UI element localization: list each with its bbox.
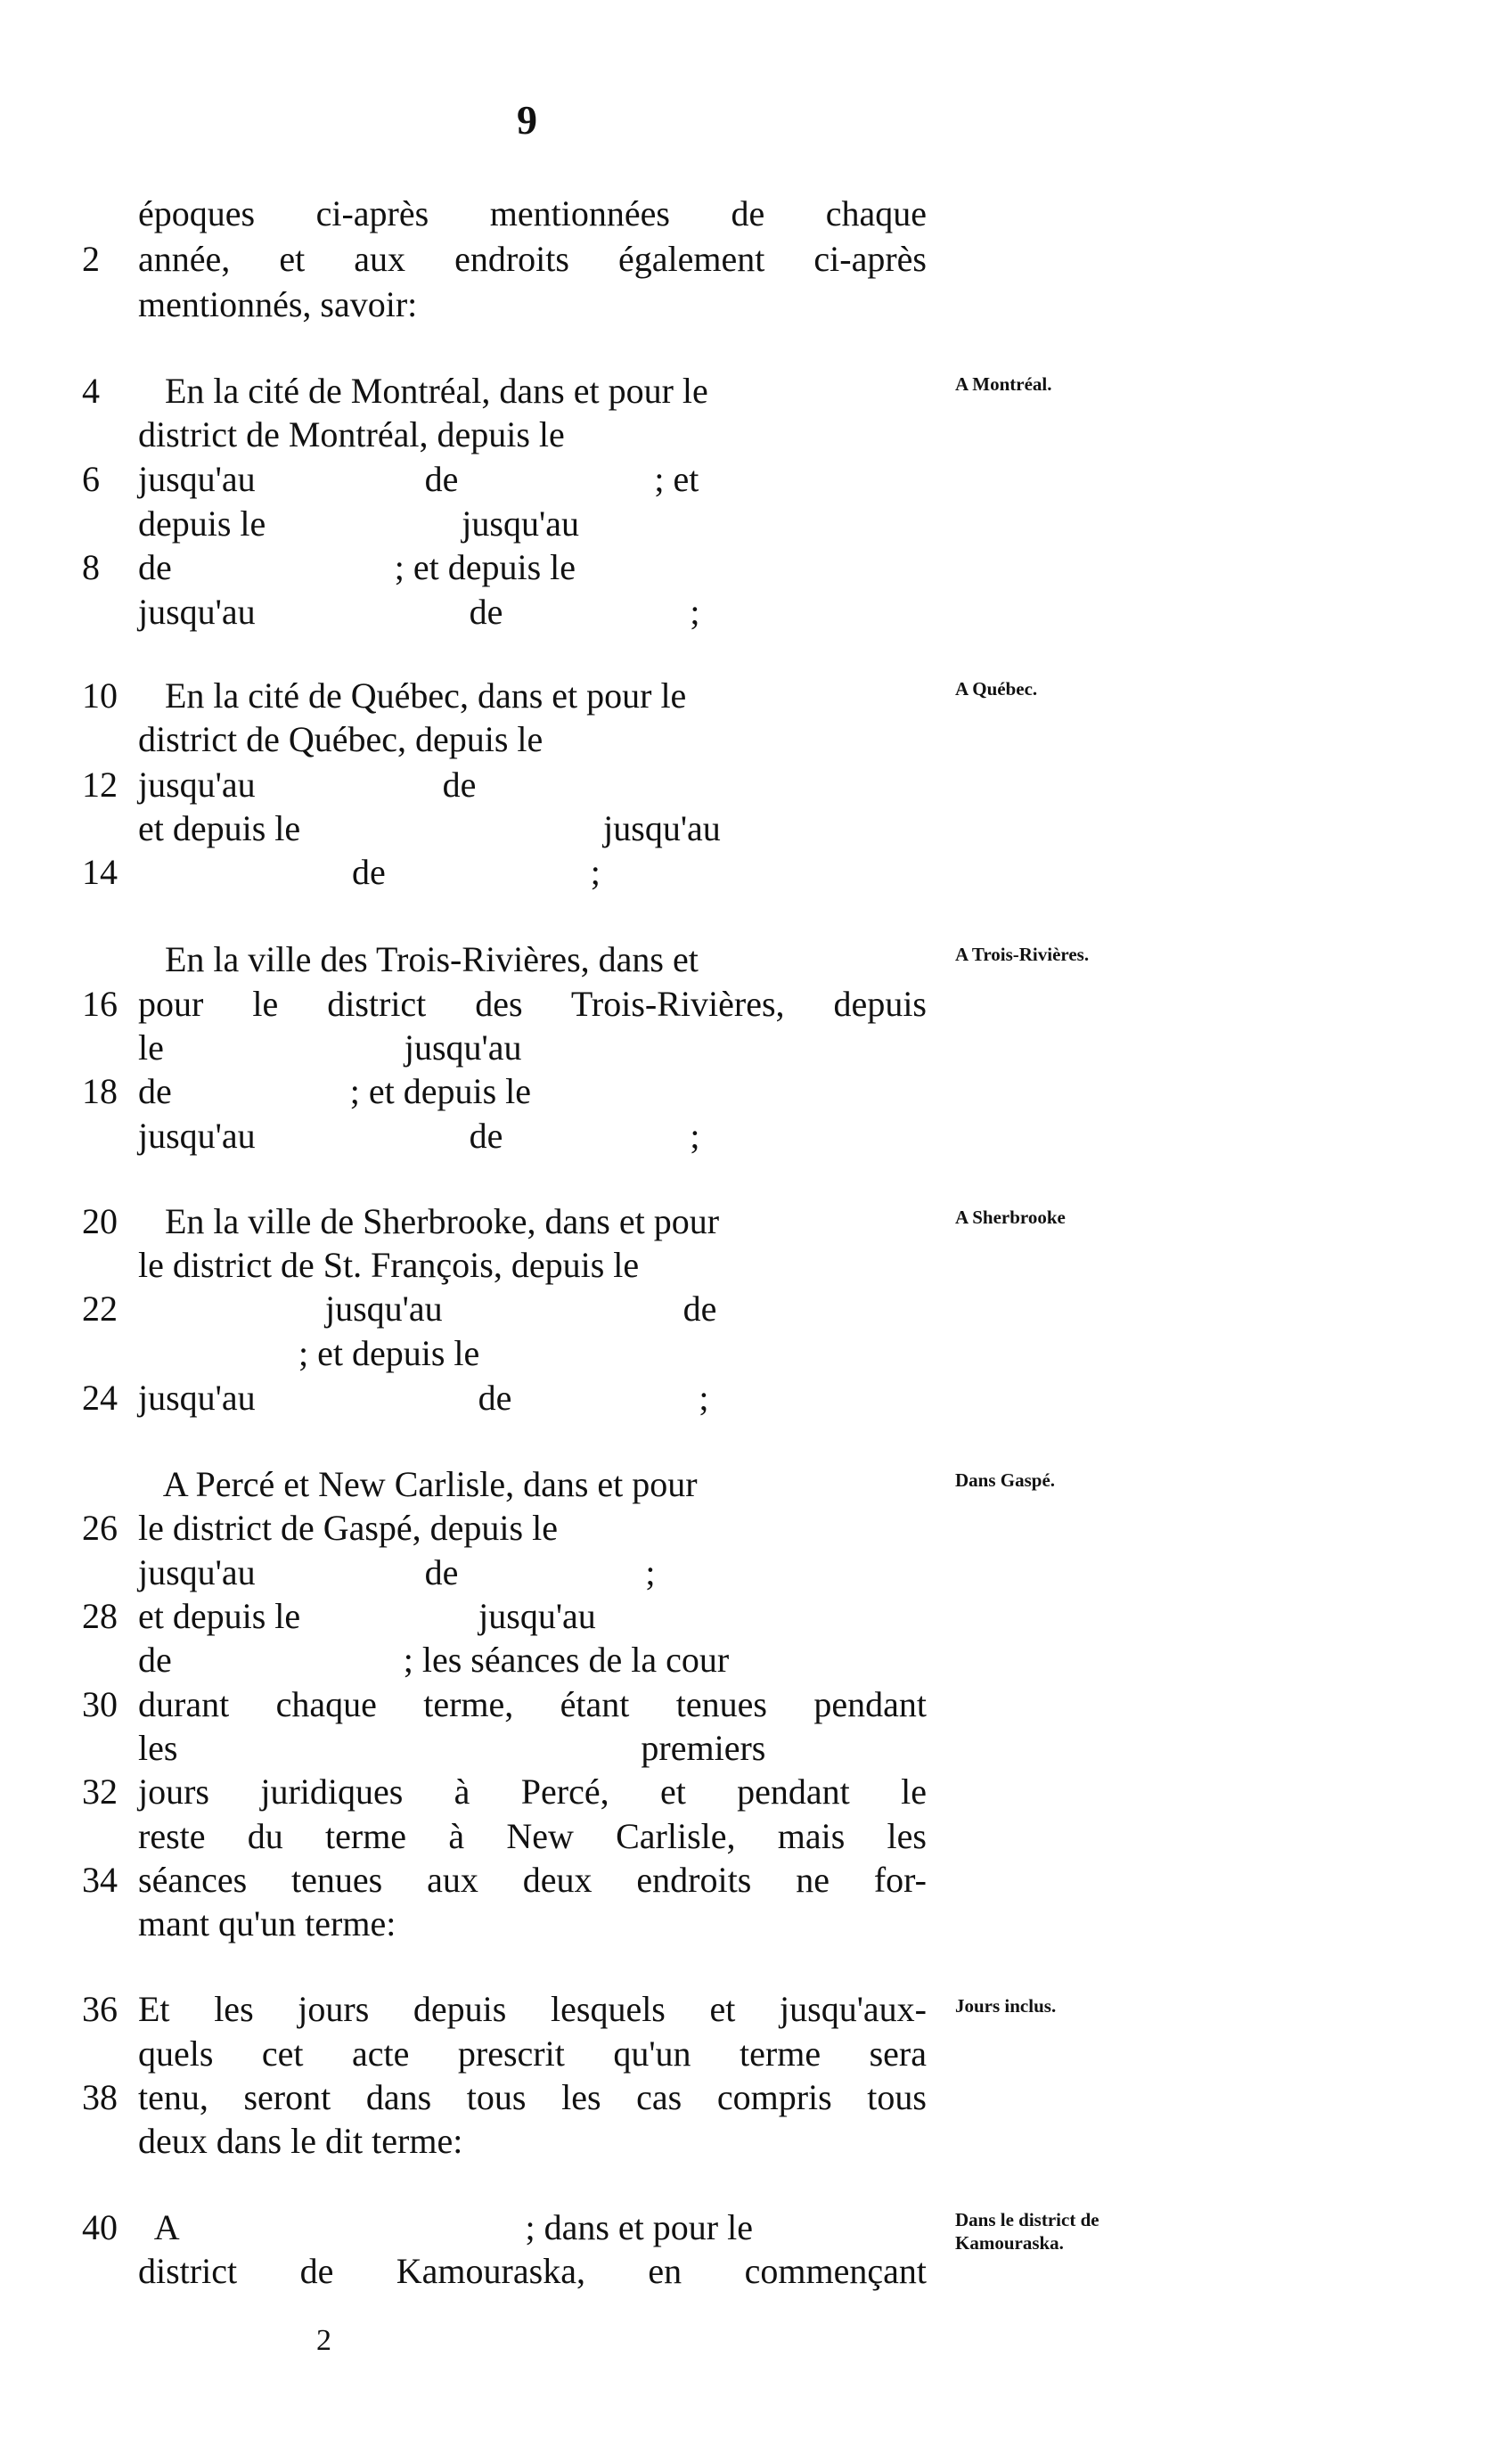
text-line — [0, 1551, 1512, 1595]
line-text: tenu, seront dans tous les cas compris tous — [138, 2077, 927, 2117]
text-line — [0, 937, 1512, 982]
signature-mark: 2 — [316, 2324, 331, 2357]
text-line — [0, 1814, 1512, 1859]
text-line — [0, 2119, 1512, 2164]
line-text: jusqu'au de ; et — [138, 459, 699, 499]
line-text: jusqu'au de ; — [138, 1378, 709, 1418]
line-number: 40 — [82, 2207, 118, 2247]
line-number: 36 — [82, 1989, 118, 2029]
text-line — [0, 413, 1512, 457]
text-line — [0, 850, 1512, 895]
text-line — [0, 1682, 1512, 1727]
line-number: 16 — [82, 984, 118, 1024]
line-number: 6 — [82, 459, 100, 499]
line-text: de ; et depuis le — [138, 547, 576, 587]
text-line — [0, 1770, 1512, 1814]
margin-note: A Montréal. — [955, 373, 1052, 395]
text-line — [0, 282, 1512, 327]
line-number: 30 — [82, 1684, 118, 1724]
line-text: depuis le jusqu'au — [138, 503, 579, 544]
line-text: En la ville des Trois-Rivières, dans et — [138, 939, 699, 979]
text-line — [0, 1506, 1512, 1551]
line-text: année, et aux endroits également ci-après — [138, 239, 927, 279]
margin-note: A Sherbrooke — [955, 1207, 1066, 1228]
line-text: reste du terme à New Carlisle, mais les — [138, 1816, 927, 1856]
line-number: 22 — [82, 1289, 118, 1329]
text-line — [0, 1026, 1512, 1070]
line-number: 38 — [82, 2077, 118, 2117]
text-line — [0, 237, 1512, 282]
line-text: de ; les séances de la cour — [138, 1640, 730, 1680]
line-number: 28 — [82, 1596, 118, 1636]
line-text: durant chaque terme, étant tenues pendant — [138, 1684, 927, 1724]
line-text: le district de St. François, depuis le — [138, 1245, 640, 1285]
line-text: mant qu'un terme: — [138, 1903, 396, 1943]
text-line — [0, 2249, 1512, 2294]
line-text: jusqu'au de ; — [138, 1116, 700, 1156]
line-text: deux dans le dit terme: — [138, 2121, 463, 2161]
line-text: jusqu'au de ; — [138, 1552, 656, 1592]
text-line — [0, 1243, 1512, 1288]
line-text: jours juridiques à Percé, et pendant le — [138, 1772, 927, 1812]
line-text: les premiers — [138, 1728, 766, 1768]
text-line — [0, 1331, 1512, 1376]
line-text: Et les jours depuis lesquels et jusqu'aux- — [138, 1989, 927, 2029]
line-text: mentionnés, savoir: — [138, 284, 418, 324]
line-text: ; et depuis le — [138, 1333, 480, 1373]
margin-note: A Trois-Rivières. — [955, 944, 1090, 965]
page-number: 9 — [517, 97, 537, 143]
line-number: 26 — [82, 1508, 118, 1548]
line-text: pour le district des Trois-Rivières, depuis — [138, 984, 927, 1024]
line-text: A Percé et New Carlisle, dans et pour — [138, 1464, 698, 1504]
text-line — [0, 1199, 1512, 1244]
line-text: séances tenues aux deux endroits ne for- — [138, 1860, 927, 1900]
text-line — [0, 1287, 1512, 1331]
text-line — [0, 1858, 1512, 1902]
text-line — [0, 369, 1512, 413]
text-line — [0, 717, 1512, 762]
line-text: de ; — [138, 852, 601, 892]
line-text: le jusqu'au — [138, 1027, 522, 1068]
text-line — [0, 1069, 1512, 1114]
text-line — [0, 1114, 1512, 1158]
line-number: 4 — [82, 371, 100, 411]
line-number: 14 — [82, 852, 118, 892]
text-line — [0, 1594, 1512, 1639]
line-number: 24 — [82, 1378, 118, 1418]
line-number: 2 — [82, 239, 100, 279]
text-line — [0, 1902, 1512, 1946]
text-line — [0, 1987, 1512, 2032]
line-text: et depuis le jusqu'au — [138, 1596, 596, 1636]
text-line — [0, 2075, 1512, 2120]
line-text: quels cet acte prescrit qu'un terme sera — [138, 2033, 927, 2074]
text-line — [0, 2205, 1512, 2250]
line-text: époques ci-après mentionnées de chaque — [138, 193, 927, 233]
text-line — [0, 1462, 1512, 1507]
margin-note: Jours inclus. — [955, 1995, 1057, 2017]
text-line — [0, 590, 1512, 634]
text-line — [0, 674, 1512, 718]
margin-note: A Québec. — [955, 678, 1038, 700]
line-text: district de Kamouraska, en commençant — [138, 2251, 927, 2291]
text-line — [0, 1726, 1512, 1771]
text-line — [0, 457, 1512, 502]
line-text: jusqu'au de ; — [138, 592, 700, 632]
text-line — [0, 2032, 1512, 2076]
text-line — [0, 545, 1512, 590]
line-text: de ; et depuis le — [138, 1071, 532, 1111]
line-number: 8 — [82, 547, 100, 587]
text-line — [0, 763, 1512, 807]
line-number: 32 — [82, 1772, 118, 1812]
text-line — [0, 1376, 1512, 1420]
text-line — [0, 982, 1512, 1027]
line-text: district de Montréal, depuis le — [138, 414, 565, 454]
text-line — [0, 502, 1512, 546]
margin-note: Dans le district de Kamouraska. — [955, 2209, 1099, 2254]
line-text: En la ville de Sherbrooke, dans et pour — [138, 1201, 720, 1241]
line-number: 18 — [82, 1071, 118, 1111]
line-text: district de Québec, depuis le — [138, 719, 544, 759]
line-number: 10 — [82, 675, 118, 716]
line-text: le district de Gaspé, depuis le — [138, 1508, 558, 1548]
line-number: 12 — [82, 765, 118, 805]
line-text: jusqu'au de — [138, 765, 477, 805]
line-text: En la cité de Québec, dans et pour le — [138, 675, 687, 716]
line-text: et depuis le jusqu'au — [138, 808, 721, 848]
text-line — [0, 806, 1512, 851]
text-line — [0, 192, 1512, 236]
line-text: En la cité de Montréal, dans et pour le — [138, 371, 708, 411]
margin-note: Dans Gaspé. — [955, 1469, 1056, 1491]
line-number: 34 — [82, 1860, 118, 1900]
line-text: jusqu'au de — [138, 1289, 717, 1329]
text-line — [0, 1638, 1512, 1682]
line-number: 20 — [82, 1201, 118, 1241]
line-text: A ; dans et pour le — [138, 2207, 753, 2247]
